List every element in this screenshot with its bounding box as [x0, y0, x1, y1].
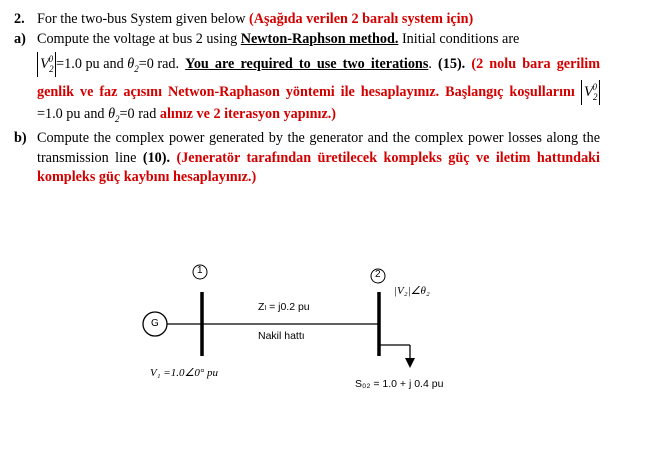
- cond-theta: =0 rad: [138, 56, 176, 73]
- part-a: a) Compute the voltage at bus 2 using Newton-Raphson method. Initial conditions are $V_2^0 =1.0$ pu and $\theta_2=0$ rad. You are required to use two iterations. (15). (2 nolu bara gerilim genlik ve faz açısını Netwon-Raphason yöntemi ile hesaplayınız. Başlangıç koşullarını $V_2^0=1.0$ pu and $\theta_2=0$ rad alınız ve 2 iterasyon yapınız.): [14, 30, 601, 124]
- theta2-symbol: $\theta_2$: [127, 56, 139, 75]
- part-a-text2: Initial conditions are: [401, 30, 520, 47]
- load-arrow-icon: [405, 358, 415, 368]
- part-a-tr1: (2 nolu bara gerilim genlik ve faz açısını Netwon-Raphason yöntemi ile hesaplayınız. Başlangıç koşullarını: [37, 56, 601, 100]
- question-number: 2.: [14, 11, 25, 27]
- part-a-tr2: alınız ve 2 iterasyon yapınız.): [159, 105, 337, 122]
- method-name: Newton-Raphson method.: [240, 30, 399, 47]
- line-name-label: Nakil hattı: [258, 330, 305, 342]
- iterations-requirement: You are required to use two iterations: [185, 56, 429, 73]
- question-intro: For the two-bus System given below: [37, 11, 246, 27]
- part-a-points: (15).: [438, 56, 466, 73]
- part-b-label: b): [14, 130, 27, 147]
- part-b-text: Compute the complex power generated by the generator and the complex power losses along the transmission line: [37, 130, 600, 166]
- cond-theta-tr: =0 rad: [119, 105, 157, 122]
- v2-label: |V₂|∠θ₂: [394, 285, 430, 297]
- v2-initial-symbol: $V_2^0$: [37, 52, 56, 77]
- theta2-symbol-tr: $\theta_2$: [108, 105, 120, 124]
- part-b-points: (10).: [142, 149, 171, 166]
- initial-conditions: $V_2^0 =1.0$ pu and $\theta_2=0$ rad.: [37, 52, 179, 79]
- bus2-label: 2: [375, 269, 381, 280]
- v1-label: V₁ =1.0∠0° pu: [150, 367, 218, 379]
- line-impedance-label: Zₗ = j0.2 pu: [258, 301, 310, 313]
- cond-v: =1.0 pu and: [56, 56, 124, 73]
- bus1-label: 1: [197, 265, 203, 276]
- part-a-text1: Compute the voltage at bus 2 using: [37, 30, 238, 47]
- load-label: S₀₂ = 1.0 + j 0.4 pu: [355, 378, 444, 390]
- part-b-tr: (Jeneratör tarafından üretilecek kompleks güç ve iletim hattındaki kompleks güç kaybını hesaplayınız.): [37, 149, 600, 186]
- generator-label: G: [151, 318, 159, 329]
- cond-v-tr: =1.0 pu and: [37, 105, 105, 122]
- part-a-label: a): [14, 30, 26, 47]
- question-intro-tr: (Aşağıda verilen 2 baralı system için): [249, 11, 474, 27]
- v2-initial-symbol-tr: $V_2^0$: [581, 80, 600, 105]
